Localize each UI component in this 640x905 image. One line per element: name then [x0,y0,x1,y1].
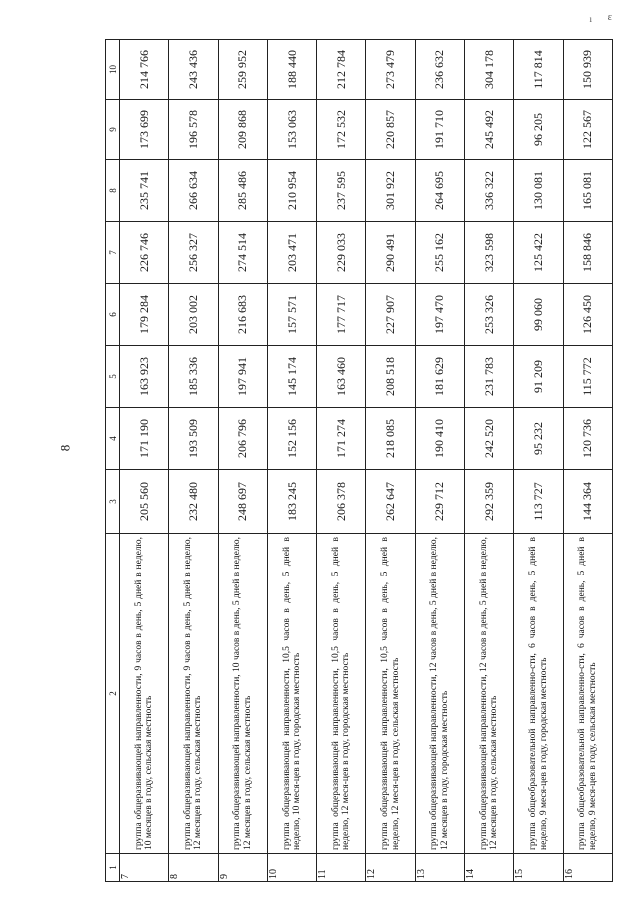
value-cell: 122 567 [563,100,612,160]
value-cell: 256 327 [169,222,218,284]
column-header: 7 [106,222,120,284]
value-cell: 196 578 [169,100,218,160]
value-cell: 158 846 [563,222,612,284]
group-description: группа общеразвивающей направленности, 10,5 часов в день, 5 дней в неделю, 10 меся-цев в году, городская местность [267,534,316,854]
value-cell: 172 532 [317,100,366,160]
table-body [120,40,613,882]
column-header: 2 [106,534,120,854]
value-cell: 231 783 [465,346,514,408]
row-number: 14 [465,854,514,882]
value-cell: 248 697 [218,470,267,534]
table-row [563,40,612,882]
value-cell: 290 491 [366,222,415,284]
value-cell: 188 440 [267,40,316,100]
header-row [106,40,120,882]
value-cell: 301 922 [366,160,415,222]
table-row [169,40,218,882]
column-header: 5 [106,346,120,408]
value-cell: 285 486 [218,160,267,222]
value-cell: 292 359 [465,470,514,534]
value-cell: 145 174 [267,346,316,408]
value-cell: 115 772 [563,346,612,408]
value-cell: 171 190 [120,408,169,470]
group-description: группа общеразвивающей направленности, 10,5 часов в день, 5 дней в неделю, 12 меся-цев в году, городская местность [317,534,366,854]
value-cell: 120 736 [563,408,612,470]
column-header: 6 [106,284,120,346]
value-cell: 229 033 [317,222,366,284]
value-cell: 262 647 [366,470,415,534]
row-number: 7 [120,854,169,882]
value-cell: 266 634 [169,160,218,222]
value-cell: 236 632 [415,40,464,100]
table-row [218,40,267,882]
value-cell: 216 683 [218,284,267,346]
table-row [465,40,514,882]
value-cell: 173 699 [120,100,169,160]
column-header: 9 [106,100,120,160]
group-description: группа общеразвивающей направленности, 12 часов в день, 5 дней в неделю, 12 месяцев в году, городская местность [415,534,464,854]
value-cell: 113 727 [514,470,563,534]
column-header: 1 [106,854,120,882]
value-cell: 165 081 [563,160,612,222]
table-row [415,40,464,882]
value-cell: 232 480 [169,470,218,534]
value-cell: 273 479 [366,40,415,100]
value-cell: 235 741 [120,160,169,222]
value-cell: 191 710 [415,100,464,160]
value-cell: 197 470 [415,284,464,346]
value-cell: 259 952 [218,40,267,100]
value-cell: 183 245 [267,470,316,534]
row-number: 13 [415,854,464,882]
value-cell: 323 598 [465,222,514,284]
corner-mark-dot: ı [589,14,592,24]
value-cell: 203 471 [267,222,316,284]
value-cell: 163 460 [317,346,366,408]
value-cell: 212 784 [317,40,366,100]
value-cell: 193 509 [169,408,218,470]
value-cell: 203 002 [169,284,218,346]
table-container [105,40,613,882]
tariff-table [105,39,613,882]
table-row [366,40,415,882]
group-description: группа общеразвивающей направленности, 10,5 часов в день, 5 дней в неделю, 12 меся-цев в году, сельская местность [366,534,415,854]
value-cell: 144 364 [563,470,612,534]
column-header: 4 [106,408,120,470]
value-cell: 190 410 [415,408,464,470]
value-cell: 163 923 [120,346,169,408]
row-number: 10 [267,854,316,882]
value-cell: 96 205 [514,100,563,160]
value-cell: 153 063 [267,100,316,160]
value-cell: 336 322 [465,160,514,222]
value-cell: 197 941 [218,346,267,408]
value-cell: 218 085 [366,408,415,470]
value-cell: 255 162 [415,222,464,284]
value-cell: 274 514 [218,222,267,284]
value-cell: 130 081 [514,160,563,222]
value-cell: 208 518 [366,346,415,408]
column-header: 3 [106,470,120,534]
value-cell: 150 939 [563,40,612,100]
value-cell: 179 284 [120,284,169,346]
value-cell: 226 746 [120,222,169,284]
value-cell: 157 571 [267,284,316,346]
value-cell: 229 712 [415,470,464,534]
value-cell: 95 232 [514,408,563,470]
value-cell: 181 629 [415,346,464,408]
group-description: группа общеразвивающей направленности, 9 часов в день, 5 дней в неделю, 10 месяцев в году, сельская местность [120,534,169,854]
table-row [514,40,563,882]
value-cell: 177 717 [317,284,366,346]
corner-mark: ɛ [607,12,612,23]
group-description: группа общеразвивающей направленности, 9 часов в день, 5 дней в неделю, 12 месяцев в году, сельская местность [169,534,218,854]
value-cell: 99 060 [514,284,563,346]
value-cell: 209 868 [218,100,267,160]
value-cell: 237 595 [317,160,366,222]
column-header: 8 [106,160,120,222]
group-description: группа общеразвивающей направленности, 10 часов в день, 5 дней в неделю, 12 месяцев в году, сельская местность [218,534,267,854]
value-cell: 126 450 [563,284,612,346]
group-description: группа общеобразовательной направленно-сти, 6 часов в день, 5 дней в неделю, 9 меся-цев в году, городская местность [514,534,563,854]
value-cell: 264 695 [415,160,464,222]
row-number: 12 [366,854,415,882]
value-cell: 253 326 [465,284,514,346]
value-cell: 214 766 [120,40,169,100]
value-cell: 117 814 [514,40,563,100]
row-number: 15 [514,854,563,882]
group-description: группа общеобразовательной направленно-сти, 6 часов в день, 5 дней в неделю, 9 меся-цев в году, сельская местность [563,534,612,854]
row-number: 8 [169,854,218,882]
row-number: 11 [317,854,366,882]
value-cell: 125 422 [514,222,563,284]
table-row [120,40,169,882]
row-number: 9 [218,854,267,882]
value-cell: 91 209 [514,346,563,408]
value-cell: 210 954 [267,160,316,222]
value-cell: 220 857 [366,100,415,160]
row-number: 16 [563,854,612,882]
table-row [267,40,316,882]
group-description: группа общеразвивающей направленности, 12 часов в день, 5 дней в неделю, 12 месяцев в году, сельская местность [465,534,514,854]
value-cell: 205 560 [120,470,169,534]
value-cell: 206 378 [317,470,366,534]
value-cell: 171 274 [317,408,366,470]
value-cell: 152 156 [267,408,316,470]
page-number: 8 [57,444,73,452]
value-cell: 243 436 [169,40,218,100]
value-cell: 185 336 [169,346,218,408]
value-cell: 227 907 [366,284,415,346]
value-cell: 242 520 [465,408,514,470]
column-header: 10 [106,40,120,100]
value-cell: 304 178 [465,40,514,100]
value-cell: 245 492 [465,100,514,160]
table-row [317,40,366,882]
value-cell: 206 796 [218,408,267,470]
